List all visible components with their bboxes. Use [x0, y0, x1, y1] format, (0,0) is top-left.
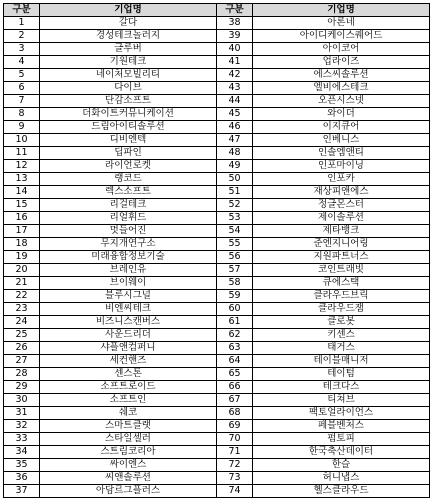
- company-name: 싸이엔스: [40, 459, 217, 472]
- company-name: 소프트인: [40, 394, 217, 407]
- table-row: [4, 329, 430, 342]
- table-row: [4, 199, 430, 212]
- table-row: [4, 147, 430, 160]
- table-row: [4, 69, 430, 82]
- company-name: 브레인유: [40, 264, 217, 277]
- header-number-right: 구분: [217, 4, 253, 17]
- row-number: 9: [4, 121, 40, 134]
- company-name: 한슬: [253, 459, 430, 472]
- table-row: [4, 186, 430, 199]
- row-number: 25: [4, 329, 40, 342]
- row-number: 5: [4, 69, 40, 82]
- table-row: [4, 342, 430, 355]
- company-name: 클라우드잼: [253, 303, 430, 316]
- table-row: [4, 368, 430, 381]
- row-number: 42: [217, 69, 253, 82]
- table-row: [4, 303, 430, 316]
- row-number: 1: [4, 17, 40, 30]
- table-row: [4, 56, 430, 69]
- row-number: 59: [217, 290, 253, 303]
- table-row: [4, 394, 430, 407]
- table-row: [4, 212, 430, 225]
- row-number: 68: [217, 407, 253, 420]
- table-row: [4, 433, 430, 446]
- table-row: [4, 43, 430, 56]
- table-row: [4, 134, 430, 147]
- company-name: 쉐코: [40, 407, 217, 420]
- row-number: 50: [217, 173, 253, 186]
- company-name: 멋들어진: [40, 225, 217, 238]
- row-number: 10: [4, 134, 40, 147]
- company-name: 테이텀: [253, 368, 430, 381]
- company-name: 한국축산데이터: [253, 446, 430, 459]
- header-company-left: 기업명: [40, 4, 217, 17]
- company-name: 인솔엠앤티: [253, 147, 430, 160]
- company-name: 제이솔루션: [253, 212, 430, 225]
- row-number: 69: [217, 420, 253, 433]
- row-number: 44: [217, 95, 253, 108]
- company-name: 브이웨이: [40, 277, 217, 290]
- row-number: 74: [217, 485, 253, 498]
- table-row: [4, 446, 430, 459]
- company-name: 엘비에스테크: [253, 82, 430, 95]
- company-name: 스트림코리아: [40, 446, 217, 459]
- company-name: 아담르그플러스: [40, 485, 217, 498]
- company-name: 비엔씨테크: [40, 303, 217, 316]
- table-row: [4, 277, 430, 290]
- company-name: 미래융합정보기술: [40, 251, 217, 264]
- row-number: 3: [4, 43, 40, 56]
- table-row: [4, 290, 430, 303]
- company-name: 네이처모빌리티: [40, 69, 217, 82]
- company-name: 아이디케이스퀘어드: [253, 30, 430, 43]
- row-number: 39: [217, 30, 253, 43]
- company-name: 제타뱅크: [253, 225, 430, 238]
- row-number: 71: [217, 446, 253, 459]
- company-name: 정글몬스터: [253, 199, 430, 212]
- row-number: 66: [217, 381, 253, 394]
- table-row: [4, 95, 430, 108]
- header-row: [4, 4, 430, 17]
- company-name: 샤플앤컴퍼니: [40, 342, 217, 355]
- row-number: 18: [4, 238, 40, 251]
- company-name: 갈다: [40, 17, 217, 30]
- table-row: [4, 173, 430, 186]
- row-number: 51: [217, 186, 253, 199]
- row-number: 37: [4, 485, 40, 498]
- company-name: 코인트래빗: [253, 264, 430, 277]
- row-number: 32: [4, 420, 40, 433]
- company-name: 스타일셀러: [40, 433, 217, 446]
- row-number: 31: [4, 407, 40, 420]
- row-number: 2: [4, 30, 40, 43]
- table-body: [4, 17, 430, 498]
- row-number: 34: [4, 446, 40, 459]
- table-row: [4, 472, 430, 485]
- row-number: 64: [217, 355, 253, 368]
- company-name: 이지큐어: [253, 121, 430, 134]
- row-number: 15: [4, 199, 40, 212]
- company-name: 블루시그널: [40, 290, 217, 303]
- company-name: 재상피앤에스: [253, 186, 430, 199]
- company-name: 센스톤: [40, 368, 217, 381]
- row-number: 67: [217, 394, 253, 407]
- row-number: 53: [217, 212, 253, 225]
- row-number: 28: [4, 368, 40, 381]
- row-number: 36: [4, 472, 40, 485]
- company-name: 펌토피: [253, 433, 430, 446]
- company-name: 티쳐브: [253, 394, 430, 407]
- company-name: 세컨핸즈: [40, 355, 217, 368]
- table-row: [4, 264, 430, 277]
- company-name: 테크다스: [253, 381, 430, 394]
- company-name: 인베니스: [253, 134, 430, 147]
- company-name: 태거스: [253, 342, 430, 355]
- row-number: 60: [217, 303, 253, 316]
- company-name: 기원테크: [40, 56, 217, 69]
- row-number: 52: [217, 199, 253, 212]
- row-number: 13: [4, 173, 40, 186]
- company-name: 아론네: [253, 17, 430, 30]
- row-number: 61: [217, 316, 253, 329]
- row-number: 63: [217, 342, 253, 355]
- company-name: 드림아이티솔루션: [40, 121, 217, 134]
- row-number: 48: [217, 147, 253, 160]
- row-number: 70: [217, 433, 253, 446]
- table-row: [4, 355, 430, 368]
- row-number: 57: [217, 264, 253, 277]
- company-name: 에스씨솔루션: [253, 69, 430, 82]
- table-row: [4, 459, 430, 472]
- row-number: 58: [217, 277, 253, 290]
- table-row: [4, 160, 430, 173]
- table-row: [4, 225, 430, 238]
- table-row: [4, 82, 430, 95]
- row-number: 16: [4, 212, 40, 225]
- company-name: 큐에스택: [253, 277, 430, 290]
- row-number: 22: [4, 290, 40, 303]
- company-name: 소프트로이드: [40, 381, 217, 394]
- row-number: 45: [217, 108, 253, 121]
- company-name: 디비엔텍: [40, 134, 217, 147]
- company-name: 다이브: [40, 82, 217, 95]
- row-number: 8: [4, 108, 40, 121]
- company-name: 업라이즈: [253, 56, 430, 69]
- company-name: 팩토얼라이언스: [253, 407, 430, 420]
- table-row: [4, 420, 430, 433]
- company-name: 헬스클라우드: [253, 485, 430, 498]
- row-number: 72: [217, 459, 253, 472]
- row-number: 55: [217, 238, 253, 251]
- company-name: 허니냅스: [253, 472, 430, 485]
- company-name: 랭코드: [40, 173, 217, 186]
- table-row: [4, 238, 430, 251]
- table-row: [4, 121, 430, 134]
- company-name: 비즈니스캔버스: [40, 316, 217, 329]
- company-name: 단감소프트: [40, 95, 217, 108]
- company-name: 와이더: [253, 108, 430, 121]
- row-number: 24: [4, 316, 40, 329]
- company-name: 리걸테크: [40, 199, 217, 212]
- row-number: 12: [4, 160, 40, 173]
- company-table: [3, 3, 430, 498]
- company-name: 글루버: [40, 43, 217, 56]
- row-number: 29: [4, 381, 40, 394]
- row-number: 21: [4, 277, 40, 290]
- row-number: 26: [4, 342, 40, 355]
- row-number: 65: [217, 368, 253, 381]
- row-number: 11: [4, 147, 40, 160]
- row-number: 73: [217, 472, 253, 485]
- company-name: 아이코어: [253, 43, 430, 56]
- company-name: 리얼휘드: [40, 212, 217, 225]
- company-name: 클로봇: [253, 316, 430, 329]
- table-row: [4, 407, 430, 420]
- company-name: 더화이트커뮤니케이션: [40, 108, 217, 121]
- company-name: 렉스소프트: [40, 186, 217, 199]
- company-name: 키센스: [253, 329, 430, 342]
- row-number: 35: [4, 459, 40, 472]
- row-number: 27: [4, 355, 40, 368]
- row-number: 47: [217, 134, 253, 147]
- row-number: 14: [4, 186, 40, 199]
- company-name: 씨앤솔루션: [40, 472, 217, 485]
- row-number: 49: [217, 160, 253, 173]
- header-company-right: 기업명: [253, 4, 430, 17]
- row-number: 40: [217, 43, 253, 56]
- row-number: 30: [4, 394, 40, 407]
- company-name: 페블벤처스: [253, 420, 430, 433]
- company-name: 인포마이닝: [253, 160, 430, 173]
- table-row: [4, 251, 430, 264]
- table-row: [4, 108, 430, 121]
- row-number: 17: [4, 225, 40, 238]
- row-number: 43: [217, 82, 253, 95]
- company-name: 무지개연구소: [40, 238, 217, 251]
- row-number: 54: [217, 225, 253, 238]
- company-name: 준엔지니어링: [253, 238, 430, 251]
- company-name: 스마트클랫: [40, 420, 217, 433]
- company-name: 지원파트너스: [253, 251, 430, 264]
- row-number: 6: [4, 82, 40, 95]
- row-number: 56: [217, 251, 253, 264]
- row-number: 4: [4, 56, 40, 69]
- company-name: 경성테크놀러지: [40, 30, 217, 43]
- table-row: [4, 17, 430, 30]
- company-name: 테이블매니저: [253, 355, 430, 368]
- row-number: 46: [217, 121, 253, 134]
- company-name: 라이언로켓: [40, 160, 217, 173]
- company-name: 클라우드브릭: [253, 290, 430, 303]
- row-number: 62: [217, 329, 253, 342]
- row-number: 41: [217, 56, 253, 69]
- row-number: 20: [4, 264, 40, 277]
- table-row: [4, 30, 430, 43]
- company-name: 오픈시스넷: [253, 95, 430, 108]
- company-list-document: [3, 3, 430, 498]
- company-name: 인포카: [253, 173, 430, 186]
- row-number: 23: [4, 303, 40, 316]
- company-name: 사운드리더: [40, 329, 217, 342]
- row-number: 19: [4, 251, 40, 264]
- company-name: 딥파인: [40, 147, 217, 160]
- table-row: [4, 316, 430, 329]
- row-number: 7: [4, 95, 40, 108]
- row-number: 38: [217, 17, 253, 30]
- table-row: [4, 381, 430, 394]
- row-number: 33: [4, 433, 40, 446]
- header-number-left: 구분: [4, 4, 40, 17]
